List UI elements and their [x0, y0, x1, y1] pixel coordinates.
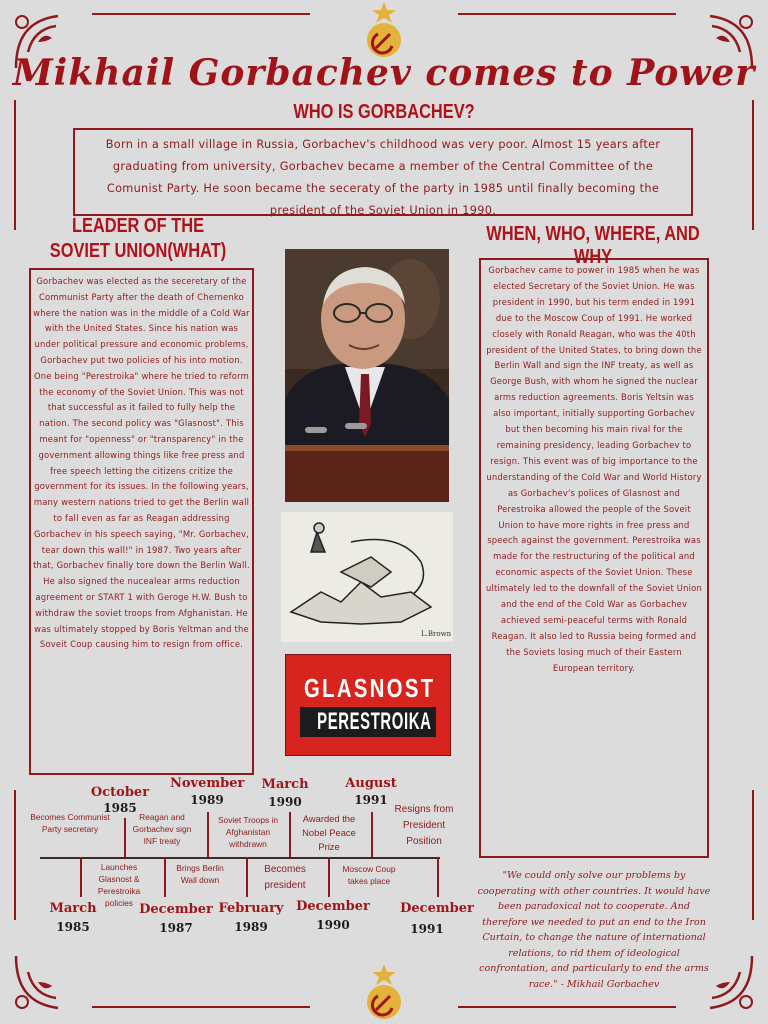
gorbachev-photo [285, 249, 449, 502]
timeline-tick [328, 857, 330, 897]
timeline-date-year: 1985 [103, 801, 137, 815]
timeline-event: Soviet Troops in Afghanistan withdrawn [217, 815, 279, 849]
timeline-tick [371, 812, 373, 857]
glasnost-label: GLASNOST [304, 673, 436, 703]
timeline-event: Reagan and Gorbachev sign INF treaty [132, 812, 192, 846]
timeline-date-year: 1990 [316, 918, 350, 932]
timeline-date-year: 1991 [354, 793, 388, 807]
timeline-tick [289, 812, 291, 857]
timeline-date-year: 1989 [190, 793, 224, 807]
leader-box [29, 268, 254, 775]
timeline-tick [80, 857, 82, 897]
timeline-date-year: 1991 [410, 922, 444, 936]
timeline-date-year: 1990 [268, 795, 302, 809]
timeline-date-year: 1985 [56, 920, 90, 934]
timeline-tick [437, 857, 439, 897]
who-heading: WHO IS GORBACHEV? [293, 101, 475, 123]
leader-text: Gorbachev was elected as the seceretary of the Communist Party after the death of Chernenko where the nation was in the middle of a Cold War with the United States. Since his nation was under political pressure and economic problems, Gorbachev put two policies of his into motion. One being "Perestroika" where he tried to reform the economy of the Soviet Union. This was not that successful as it failed to fully help the nation. The second policy was "Glasnost". This meant for "openness" or "transparency" in the government allowing things like free press and free speech letting the citizens critize the government for its issues. In the following years, many western nations tried to get the Berlin wall to fall even as far as Reagan addressing Gorbachev in his speech saying, "Mr. Gorbachev, tear down this wall!" in 1987. Two years after that, Gorbachev finally tore down the Berlin Wall. He also signed the nucealear arms reduction agreement or START 1 with Geroge H.W. Bush to withdraw the soviet troops from Afghanistan. He was ultimately stopped by Boris Yeltman and the Soveit Coup causing him to resign from office. [33, 276, 250, 650]
timeline-tick [164, 857, 166, 897]
timeline-date-month: August [345, 776, 397, 791]
timeline-event: Becomes Communist Party secretary [30, 812, 110, 834]
hammer-sickle-emblem-icon [356, 962, 412, 1022]
when-heading: WHEN, WHO, WHERE, AND WHY [486, 223, 700, 268]
timeline-date-month: December [400, 901, 474, 916]
timeline-date-month: March [261, 777, 309, 792]
timeline-date-month: March [49, 901, 97, 916]
timeline-tick [207, 812, 209, 857]
perestroika-text: PERESTROIKA [317, 708, 432, 735]
timeline-event: Moscow Coup takes place [342, 864, 396, 886]
timeline-event: Awarded the Nobel Peace Prize [302, 813, 356, 852]
leader-heading-line1: LEADER OF THE [71, 215, 205, 237]
timeline-date-month: December [296, 899, 370, 914]
timeline-date-month: October [90, 785, 150, 800]
timeline-date-month: November [170, 776, 245, 791]
timeline-tick [246, 857, 248, 897]
gorbachev-quote: "We could only solve our problems by cooperating with other countries. It would have been paradoxical not to cooperate. And therefore we needed to put an end to the Iron Curtain, to change the nature of international relations, to rid them of ideological confrontation, and particularly to end the arms race." - Mikhail Gorbachev [477, 870, 711, 990]
hammer-sickle-emblem-icon [356, 0, 412, 60]
political-cartoon-image [281, 512, 453, 642]
who-box [73, 128, 693, 216]
when-text: Gorbachev came to power in 1985 when he was elected Secretary of the Soviet Union. He was president in 1990, but his term ended in 1991 due to the Moscow Coup of 1991. He worked closely with Ronald Reagan, who was the 40th president of the United States, to bring down the Berlin Wall and sign the INF treaty, as well as George Bush, with whom he signed the nuclear arms reduction agreements. Boris Yeltsin was also important, initially supporting Gorbachev but then becoming his main rival for the remaining presidency, leading Gorbachev to resign. This event was of big importance to the understanding of the Cold War and World History as Gorbachev's polices of Glasnost and Perestroika allowed the people of the Soveit Union to have more rights in free press and speech against the government. Perestroika was made for the restructuring of the political and economic aspects of the Soviet Union. These ultimately led to the downfall of the Soviet Union and the end of the Cold War as Gorbachev achieved semi-peaceful terms with Ronald Reagan. It also led to Russia being formed and the Soviets losing much of their Eastern European territory. [485, 265, 702, 673]
timeline-event: Brings Berlin Wall down [176, 863, 224, 885]
who-text: Born in a small village in Russia, Gorbachev's childhood was very poor. Almost 15 years after graduating from university, Gorbachev became a member of the Central Committee of the Comunist Party. He soon became the seceraty of the party in 1985 until finally becoming the president of the Soviet Union in 1990. [105, 138, 661, 217]
page-title: Mikhail Gorbachev comes to Power [12, 52, 756, 94]
timeline-date-year: 1989 [234, 920, 268, 934]
timeline-event: Becomes president [264, 864, 306, 891]
leader-heading-line2: SOVIET UNION(WHAT) [49, 240, 227, 262]
timeline-event: Launches Glasnost & Perestroika policies [97, 862, 141, 908]
when-box [479, 258, 709, 858]
timeline-event: Resigns from President Position [394, 804, 454, 847]
timeline-date-month: February [218, 901, 284, 916]
timeline-date-month: December [139, 902, 213, 917]
corner-ornament-icon [8, 946, 78, 1016]
timeline-axis [40, 857, 440, 859]
glasnost-perestroika-image [285, 654, 451, 756]
timeline-date-year: 1987 [159, 921, 193, 935]
cartoon-signature: L.Brown [421, 630, 452, 638]
